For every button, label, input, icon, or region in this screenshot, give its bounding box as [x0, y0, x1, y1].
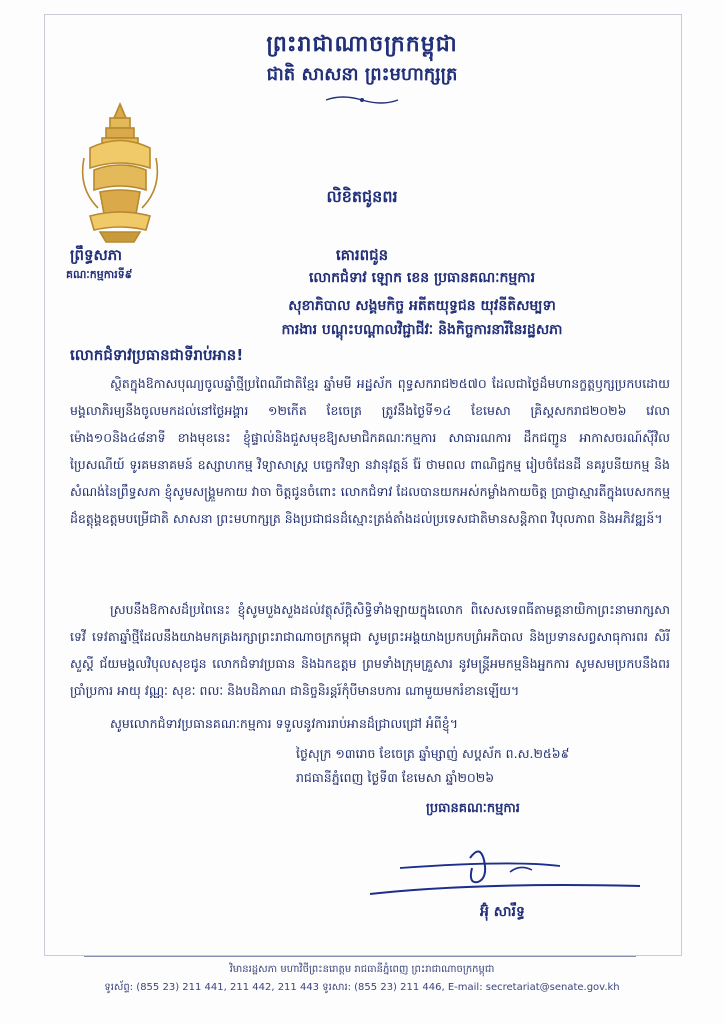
national-motto: ជាតិ សាសនា ព្រះមហាក្សត្រ — [266, 64, 458, 85]
closing-line: សូមលោកជំទាវប្រធានគណៈកម្មការ ទទួលនូវការរាប់អានដ៏ជ្រាលជ្រៅ អំពីខ្ញុំ។ — [110, 716, 458, 731]
kingdom-title: ព្រះរាជាណាចក្រកម្ពុជា — [266, 32, 458, 57]
recipient-line: សុខាភិបាល សង្គមកិច្ច អតីតយុទ្ធជន យុវនីតិសម្បទា — [288, 298, 556, 314]
body-paragraph: ស្របនឹងឱកាសដ៏ប្រពៃនេះ ខ្ញុំសូមបួងសួងដល់វត្ថុស័ក្តិសិទ្ធិទាំងឡាយក្នុងលោក ពិសេសទេពធីតាមគ្គនាយិកាព្រះនាមរាក្សសាទេវី ទេវតាឆ្នាំថ្មីដែលនឹងយាងមកគ្រងរក្សាព្រះរាជាណាចក្រកម្ពុជា សូមព្រះអង្គយាងប្រកបព្រំអភិបាល និងប្រទានសព្វសាធុការពរ សិរីសួស្តី ជ័យមង្គលវិបុលសុខជូន លោកជំទាវប្រធាន និងឯកឧត្តម ព្រមទាំងក្រុមគ្រួសារ នូវមន្ត្រីអមកម្មនិងអ្នកការ សូមសមប្រកបនឹងពរប្រាំប្រការ អាយុ វណ្ណៈ សុខៈ ពលៈ និងបដិភាណ ជានិច្ចនិរន្តរ៍កុំបីមានបការ ណាមួយមករំខានឡើយ។ — [70, 602, 670, 698]
senate-emblem-icon — [70, 98, 170, 248]
signature-icon — [360, 838, 650, 908]
salutation: លោកជំទាវប្រធានជាទីរាប់អាន! — [70, 346, 244, 364]
footer-divider — [84, 956, 636, 957]
body-paragraph: ស្ថិតក្នុងឱកាសបុណ្យចូលឆ្នាំថ្មីប្រពៃណីជាតិខ្មែរ ឆ្នាំមមី អដ្ឋស័ក ពុទ្ធសករាជ២៥៧០ ដែលជាថ្ងៃដ៏មហានក្ខត្តឫក្សប្រកបដោយមង្គលាភិរម្យនឹងចូលមកដល់នៅថ្ងៃអង្គារ ១២កើត ខែចេត្រ ត្រូវនឹងថ្ងៃទី១៤ ខែមេសា គ្រិស្តសករាជ២០២៦ វេលាម៉ោង១០និង៤៨នាទី ខាងមុខនេះ ខ្ញុំផ្ទាល់និងជួសមុខឱ្យសមាជិកគណៈកម្មការ សាធារណការ ដឹកជញ្ជូន អាកាសចរណ៍ស៊ីវិល ប្រៃសណីយ៍ ទូរគមនាគមន៍ ឧស្សាហកម្ម វិទ្យាសាស្ត្រ បច្ចេកវិទ្យា នវានុវត្តន៍ រ៉ែ ថាមពល ពាណិជ្ជកម្ម រៀបចំដែនដី នគរូបនីយកម្ម និងសំណង់នៃព្រឹទ្ធសភា ខ្ញុំសូមសង្រ្គួមកាយ វាចា ចិត្តជូនចំពោះ លោកជំទាវ ដែលបានយកអស់កម្លាំងកាយចិត្ត ប្រាជ្ញាស្មារតីក្នុងបេសកកម្មដ៏ឧត្តុង្គឧត្តមបម្រើជាតិ សាសនា ព្រះមហាក្សត្រ និងប្រជាជនដ៏ស្មោះត្រង់តាំងដល់ប្រទេសជាតិមានសន្តិភាព វិបុលភាព និងអភិវឌ្ឍន៍។ — [70, 376, 670, 526]
respect-line: គោរពជូន — [335, 246, 389, 264]
letter-title: លិខិតជូនពរ — [326, 187, 398, 206]
recipient-line: លោកជំទាវ ឡោក ខេន ប្រធានគណៈកម្មការ — [308, 270, 536, 286]
signer-name: អ៊ុំ សារឹទ្ធ — [480, 904, 525, 920]
solar-date: រាជធានីភ្នំពេញ ថ្ងៃទី៣ ខែមេសា ឆ្នាំ២០២៦ — [296, 770, 495, 785]
motto-ornament-icon — [322, 94, 402, 106]
footer-contact: ទូរស័ព្ទ: (855 23) 211 441, 211 442, 211 443 ទូរសារ: (855 23) 211 446, E-mail: secretariat@senate.gov.kh — [104, 982, 620, 993]
signer-title: ប្រធានគណៈកម្មការ — [426, 801, 520, 816]
sender-commission: គណៈកម្មការទី៩ — [66, 268, 133, 281]
recipient-line: ការងារ បណ្តុះបណ្តាលវិជ្ជាជីវៈ និងកិច្ចការនារីនៃរដ្ឋសភា — [281, 322, 563, 338]
lunar-date: ថ្ងៃសុក្រ ១៣រោច ខែចេត្រ ឆ្នាំម្សាញ់ សប្តស័ក ព.ស.២៥៦៩ — [296, 746, 570, 761]
footer-address: វិមានរដ្ឋសភា មហាវិថីព្រះនរោត្តម រាជធានីភ្នំពេញ ព្រះរាជាណាចក្រកម្ពុជា — [229, 964, 495, 975]
sender-institution: ព្រឹទ្ធសភា — [70, 246, 123, 264]
